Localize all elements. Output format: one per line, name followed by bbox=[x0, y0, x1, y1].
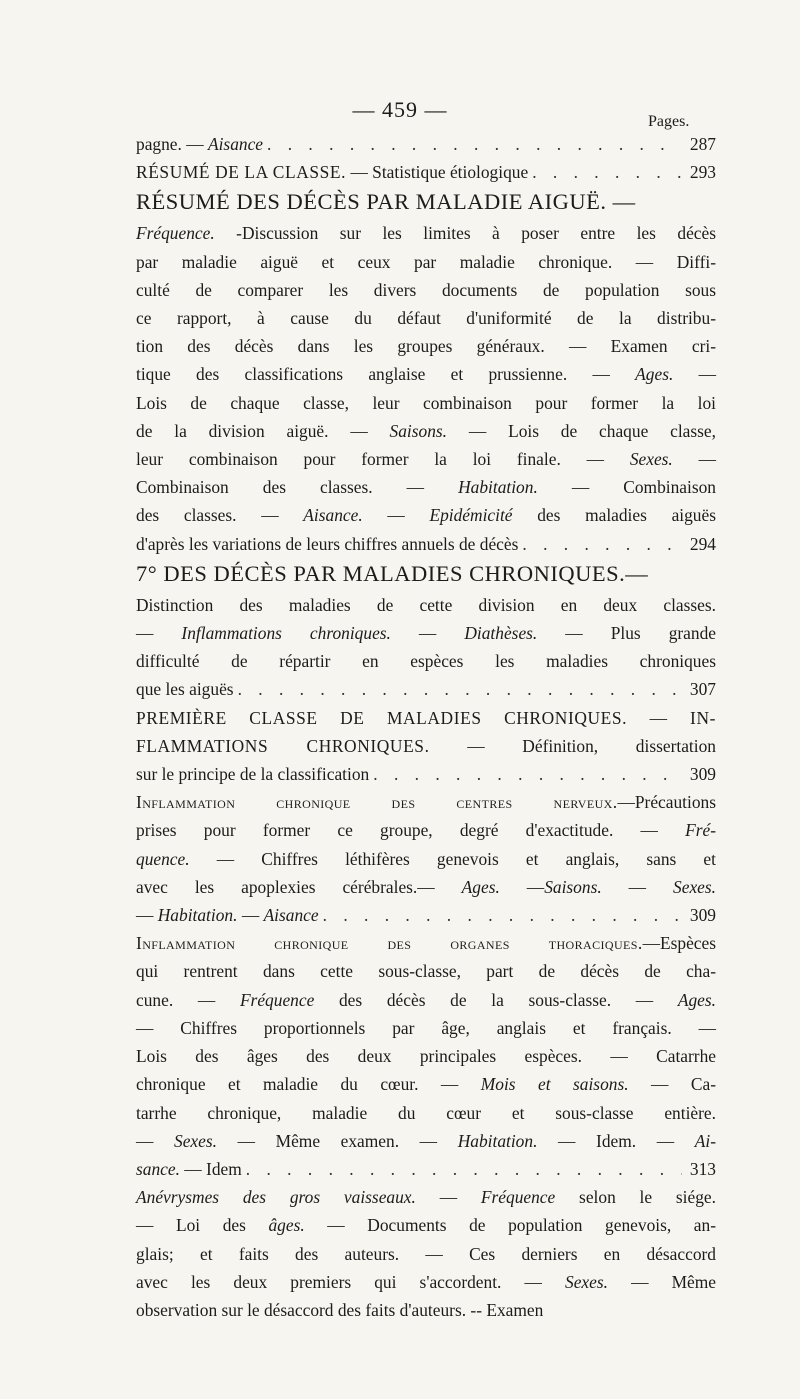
toc-line-text bbox=[136, 760, 369, 788]
text-run: que les aiguës bbox=[136, 679, 234, 700]
toc-line-text bbox=[136, 1211, 716, 1239]
toc-line bbox=[136, 1099, 716, 1127]
toc-line bbox=[136, 619, 716, 647]
dot-leader bbox=[267, 130, 682, 158]
text-run: Inflammation chronique des organes thoraciques. bbox=[136, 933, 643, 954]
toc-entry bbox=[136, 1183, 716, 1324]
toc-line bbox=[136, 816, 716, 844]
toc-line bbox=[136, 158, 716, 186]
text-run: Inflammations chroniques. bbox=[181, 623, 391, 644]
toc-line-text bbox=[136, 675, 234, 703]
toc-line-text bbox=[136, 219, 716, 247]
text-run: Habitation. bbox=[458, 477, 538, 498]
toc-entry bbox=[136, 186, 716, 557]
text-run: Lois des âges des deux principales espèces. — Catarrhe bbox=[136, 1046, 716, 1067]
toc-line bbox=[136, 760, 716, 788]
toc-line-text bbox=[136, 130, 263, 158]
toc-line-text bbox=[136, 704, 716, 732]
toc-line-text bbox=[136, 530, 518, 558]
text-run: Habitation. bbox=[457, 1130, 538, 1151]
toc-line bbox=[136, 732, 716, 760]
toc-line-text bbox=[136, 1183, 716, 1211]
text-run: chronique et maladie du cœur. — bbox=[136, 1074, 481, 1095]
toc-page-number: 287 bbox=[689, 134, 716, 154]
text-run: Combinaison des classes. — bbox=[136, 477, 459, 498]
toc-line-text bbox=[136, 417, 716, 445]
text-run: Fréquence bbox=[480, 1187, 556, 1208]
text-run: Ages. bbox=[677, 989, 716, 1010]
toc-line-text bbox=[136, 986, 716, 1014]
toc-page-number: 309 bbox=[689, 905, 716, 926]
text-run: — Plus grande bbox=[537, 623, 717, 644]
toc-entry bbox=[136, 158, 716, 186]
toc-line bbox=[136, 558, 716, 591]
toc-line-text bbox=[136, 1070, 716, 1098]
text-run: pagne. — bbox=[136, 134, 208, 154]
toc-line-text bbox=[136, 186, 636, 219]
text-run: — bbox=[136, 1130, 175, 1151]
text-run: PREMIÈRE CLASSE DE MALADIES CHRONIQUES. — IN- bbox=[136, 707, 716, 728]
pages-column-label: Pages. bbox=[648, 113, 690, 130]
text-run: — Loi des bbox=[136, 1215, 269, 1236]
text-run: tion des décès dans les groupes généraux. — Examen cri- bbox=[136, 336, 716, 357]
text-run: Aisance. bbox=[303, 505, 363, 526]
toc-line bbox=[136, 332, 716, 360]
text-run: — Ca- bbox=[628, 1074, 716, 1095]
toc-line bbox=[136, 1127, 716, 1155]
page-number: — 459 — bbox=[352, 97, 448, 122]
toc-line bbox=[136, 219, 716, 247]
toc-line-text bbox=[136, 873, 716, 901]
toc-line-text bbox=[136, 732, 716, 760]
toc-line-text bbox=[136, 647, 716, 675]
toc-line-text bbox=[136, 816, 716, 844]
text-run: Saisons. bbox=[389, 420, 448, 441]
toc-line-text bbox=[136, 332, 716, 360]
text-run: — bbox=[672, 449, 716, 470]
toc-line bbox=[136, 873, 716, 901]
text-run: culté de comparer les divers documents de population sous bbox=[136, 279, 716, 300]
toc-entry bbox=[136, 704, 716, 789]
text-run: par maladie aiguë et ceux par maladie chronique. — Diffi- bbox=[136, 251, 716, 272]
toc-page-number: 307 bbox=[689, 679, 716, 700]
toc-line-text bbox=[136, 1155, 242, 1183]
toc-line bbox=[136, 1155, 716, 1183]
dot-leader bbox=[238, 675, 682, 703]
toc-line bbox=[136, 473, 716, 501]
dot-leader bbox=[522, 530, 682, 558]
toc-line bbox=[136, 591, 716, 619]
toc-line-text bbox=[136, 901, 319, 929]
text-run: — bbox=[237, 905, 264, 926]
toc-line bbox=[136, 530, 716, 558]
text-run: — bbox=[415, 1187, 481, 1208]
toc-line-text bbox=[136, 1268, 716, 1296]
text-run: Ai- bbox=[694, 1130, 716, 1151]
table-of-contents bbox=[136, 130, 716, 1324]
text-run: glais; et faits des auteurs. — Ces derniers en désaccord bbox=[136, 1243, 716, 1264]
toc-page-number: 309 bbox=[689, 764, 716, 785]
text-run: difficulté de répartir en espèces les maladies chroniques bbox=[136, 651, 716, 672]
toc-line bbox=[136, 901, 716, 929]
toc-line bbox=[136, 986, 716, 1014]
text-run: — Chiffres léthifères genevois et anglais, sans et bbox=[189, 848, 716, 869]
text-run: avec les apoplexies cérébrales.— bbox=[136, 876, 462, 897]
text-run: Aisance bbox=[207, 134, 264, 154]
text-run: des décès de la sous-classe. — bbox=[314, 989, 678, 1010]
toc-line-text bbox=[136, 360, 716, 388]
text-run: — Lois de chaque classe, bbox=[447, 420, 716, 441]
toc-line bbox=[136, 1211, 716, 1239]
text-run: ce rapport, à cause du défaut d'uniformité de la distribu- bbox=[136, 308, 716, 329]
toc-line-text bbox=[136, 158, 528, 186]
text-run: Mois et saisons. bbox=[480, 1074, 629, 1095]
dot-leader bbox=[373, 760, 682, 788]
toc-page-number: 294 bbox=[689, 533, 716, 554]
text-run: — bbox=[136, 905, 158, 926]
dot-leader bbox=[246, 1155, 682, 1183]
text-run: Sexes. bbox=[673, 876, 716, 897]
text-run: âges. bbox=[268, 1215, 305, 1236]
toc-line bbox=[136, 1240, 716, 1268]
text-run: Ages. bbox=[461, 876, 500, 897]
toc-page-number: 313 bbox=[689, 1158, 716, 1179]
toc-line-text bbox=[136, 389, 716, 417]
text-run: selon le siége. bbox=[555, 1187, 716, 1208]
text-run: cune. — bbox=[136, 989, 240, 1010]
text-run: — bbox=[362, 505, 430, 526]
text-run: tique des classifications anglaise et prussienne. — bbox=[136, 364, 636, 385]
text-run: leur combinaison pour former la loi finale. — bbox=[136, 449, 630, 470]
toc-line bbox=[136, 417, 716, 445]
toc-line-text bbox=[136, 304, 716, 332]
text-run: des maladies aiguës bbox=[512, 505, 716, 526]
toc-line-text bbox=[136, 845, 716, 873]
text-run: — Idem. — bbox=[537, 1130, 695, 1151]
text-run: — Définition, dissertation bbox=[429, 735, 716, 756]
text-run: Ages. bbox=[635, 364, 674, 385]
text-run: Sexes. bbox=[174, 1130, 217, 1151]
text-run: -Discussion sur les limites à poser entre les décès bbox=[214, 223, 716, 244]
toc-line-text bbox=[136, 1296, 543, 1324]
toc-line-text bbox=[136, 929, 716, 957]
toc-line-text bbox=[136, 1014, 716, 1042]
toc-line-text bbox=[136, 558, 648, 591]
text-run: Lois de chaque classe, leur combinaison pour former la loi bbox=[136, 392, 716, 413]
toc-line-text bbox=[136, 445, 716, 473]
text-run: — bbox=[673, 364, 716, 385]
dot-leader bbox=[532, 158, 682, 186]
text-run: — bbox=[390, 623, 465, 644]
toc-line bbox=[136, 675, 716, 703]
text-run: prises pour former ce groupe, degré d'exactitude. — bbox=[136, 820, 686, 841]
dot-leader bbox=[323, 901, 682, 929]
toc-line bbox=[136, 1070, 716, 1098]
text-run: Habitation. bbox=[157, 905, 238, 926]
text-run: sance. bbox=[136, 1158, 180, 1179]
text-run: — Documents de population genevois, an- bbox=[304, 1215, 717, 1236]
text-run: — Chiffres proportionnels par âge, anglais et français. — bbox=[136, 1017, 716, 1038]
text-run: Anévrysmes des gros vaisseaux. bbox=[136, 1187, 416, 1208]
toc-line bbox=[136, 704, 716, 732]
toc-entry bbox=[136, 788, 716, 929]
text-run: — Même bbox=[607, 1271, 716, 1292]
toc-entry bbox=[136, 558, 716, 704]
text-run: Inflammation chronique des centres nerveux. bbox=[136, 792, 618, 813]
toc-line bbox=[136, 647, 716, 675]
toc-line bbox=[136, 1042, 716, 1070]
toc-line-text bbox=[136, 619, 716, 647]
toc-line-text bbox=[136, 1240, 716, 1268]
text-run: — Même examen. — bbox=[216, 1130, 458, 1151]
text-run: avec les deux premiers qui s'accordent. — bbox=[136, 1271, 565, 1292]
toc-line bbox=[136, 1183, 716, 1211]
text-run: — Combinaison bbox=[537, 477, 716, 498]
text-run: Sexes. bbox=[629, 449, 673, 470]
toc-line bbox=[136, 1014, 716, 1042]
toc-page-number: 293 bbox=[689, 162, 716, 183]
toc-entry bbox=[136, 929, 716, 1183]
text-run: RÉSUMÉ DE LA CLASSE. bbox=[136, 162, 347, 183]
toc-line bbox=[136, 389, 716, 417]
toc-line bbox=[136, 1296, 716, 1324]
text-run: — Statistique étiologique bbox=[346, 162, 529, 183]
toc-line-text bbox=[136, 957, 716, 985]
toc-line-text bbox=[136, 1099, 716, 1127]
text-run: observation sur le désaccord des faits d'auteurs. -- Examen bbox=[136, 1299, 544, 1320]
toc-line bbox=[136, 130, 716, 158]
text-run: de la division aiguë. — bbox=[136, 420, 390, 441]
text-run: qui rentrent dans cette sous-classe, part de décès de cha- bbox=[136, 961, 716, 982]
text-run: — bbox=[499, 876, 545, 897]
text-run: Diathèses. bbox=[464, 623, 538, 644]
text-run: —Espèces bbox=[642, 933, 716, 954]
toc-line-text bbox=[136, 1042, 716, 1070]
text-run: quence. bbox=[136, 848, 190, 869]
text-run: FLAMMATIONS CHRONIQUES. bbox=[136, 735, 430, 756]
text-run: Sexes. bbox=[565, 1271, 608, 1292]
text-run: Fréquence bbox=[239, 989, 315, 1010]
toc-line bbox=[136, 360, 716, 388]
toc-line-text bbox=[136, 276, 716, 304]
toc-line-text bbox=[136, 473, 716, 501]
toc-line bbox=[136, 186, 716, 219]
toc-line bbox=[136, 445, 716, 473]
toc-line bbox=[136, 276, 716, 304]
toc-line-text bbox=[136, 788, 716, 816]
text-run: —Précautions bbox=[617, 792, 716, 813]
toc-line bbox=[136, 501, 716, 529]
text-run: Aisance bbox=[263, 905, 319, 926]
toc-entry bbox=[136, 130, 716, 158]
toc-line bbox=[136, 929, 716, 957]
text-run: — bbox=[136, 623, 182, 644]
text-run: — bbox=[601, 876, 674, 897]
toc-line bbox=[136, 845, 716, 873]
toc-line-text bbox=[136, 1127, 716, 1155]
text-run: RÉSUMÉ DES DÉCÈS PAR MALADIE AIGUË. — bbox=[136, 189, 636, 215]
text-run: Distinction des maladies de cette division en deux classes. bbox=[136, 594, 716, 615]
toc-line-text bbox=[136, 248, 716, 276]
toc-line-text bbox=[136, 591, 716, 619]
text-run: d'après les variations de leurs chiffres annuels de décès bbox=[136, 533, 519, 554]
toc-line-text bbox=[136, 501, 716, 529]
text-run: Epidémicité bbox=[429, 505, 513, 526]
text-run: tarrhe chronique, maladie du cœur et sous-classe entière. bbox=[136, 1102, 716, 1123]
text-run: Fré- bbox=[685, 820, 716, 841]
toc-line bbox=[136, 304, 716, 332]
text-run: sur le principe de la classification bbox=[136, 764, 370, 785]
toc-line bbox=[136, 957, 716, 985]
text-run: des classes. — bbox=[136, 505, 304, 526]
text-run: 7° DES DÉCÈS PAR MALADIES CHRONIQUES.— bbox=[136, 560, 649, 586]
toc-line bbox=[136, 1268, 716, 1296]
text-run: Saisons. bbox=[544, 876, 602, 897]
text-run: — Idem bbox=[179, 1158, 242, 1179]
toc-line bbox=[136, 248, 716, 276]
text-run: Fréquence. bbox=[136, 223, 215, 244]
toc-line bbox=[136, 788, 716, 816]
